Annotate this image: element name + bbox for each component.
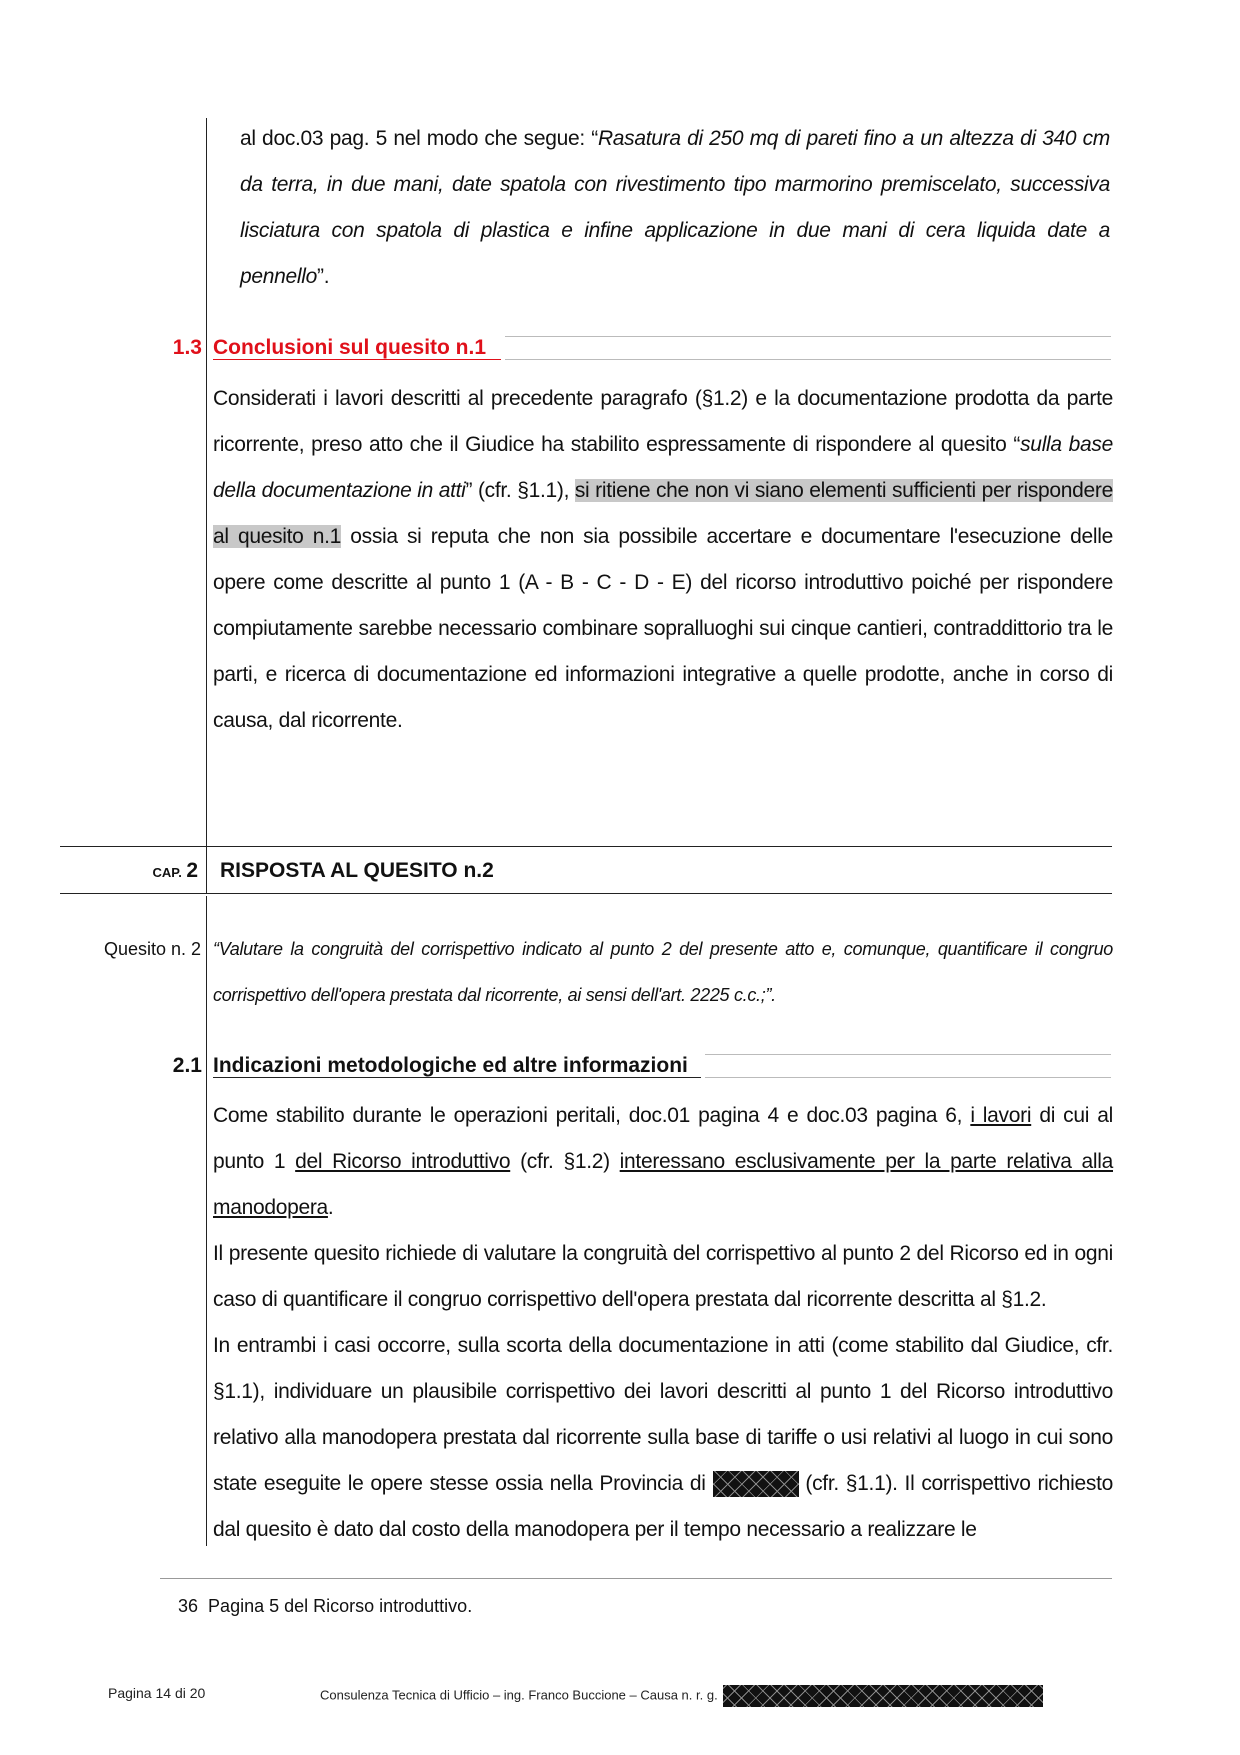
text-underlined: del Ricorso introduttivo — [295, 1150, 511, 1173]
section-number: 2.1 — [172, 1054, 202, 1077]
text-underlined: interessano esclusivamente per la parte relativa alla manodopera — [213, 1150, 1113, 1219]
section-rule — [705, 1054, 1111, 1055]
text-run: ”. — [317, 265, 330, 288]
footer-title: Consulenza Tecnica di Ufficio – ing. Franco Buccione – Causa n. r. g. — [320, 1687, 718, 1703]
highlighted-conclusion: si ritiene che non vi siano elementi sufficienti per rispondere al quesito n.1 — [213, 479, 1113, 548]
paragraph: Il presente quesito richiede di valutare la congruità del corrispettivo al punto 2 del Ricorso ed in ogni caso di quantificare il congruo corrispettivo dell'opera prestata dal ricorrente descritta al §1.2. — [213, 1242, 1113, 1311]
footnote-number: 36 — [178, 1596, 199, 1616]
chapter-label — [120, 859, 198, 883]
section-rule — [705, 1077, 1111, 1078]
footer-center — [320, 1685, 1043, 1707]
section-title: Conclusioni sul quesito n.1 — [213, 336, 487, 359]
section-body — [213, 1093, 1113, 1553]
text-run: ” (cfr. §1.1), — [465, 479, 575, 502]
cap-label: CAP. — [152, 865, 182, 880]
chapter-divider — [206, 846, 207, 894]
footnote — [178, 1596, 472, 1617]
section-rule — [505, 336, 1111, 337]
footnote-rule — [160, 1578, 1112, 1579]
chapter-rule-top — [60, 846, 1112, 847]
section-title-rule — [213, 1077, 701, 1078]
text-run: . — [327, 1196, 334, 1219]
section-title: Indicazioni metodologiche ed altre informazioni — [213, 1054, 688, 1077]
text-run: (cfr. §1.1). Il corrispettivo richiesto dal quesito è dato dal costo della manodopera per il tempo necessario a realizzare le — [213, 1472, 1113, 1541]
footnote-text: Pagina 5 del Ricorso introduttivo. — [208, 1596, 473, 1616]
section-rule — [505, 359, 1111, 360]
text-run: Come stabilito durante le operazioni peritali, doc.01 pagina 4 e doc.03 pagina 6, — [213, 1104, 971, 1127]
text-run: ossia si reputa che non sia possibile accertare e documentare l'esecuzione delle opere come descritte al punto 1 (A - B - C - D - E) del ricorso introduttivo poiché per rispondere compiutamente sarebbe necessario combinare sopralluoghi sui cinque cantieri, contraddittorio tra le parti, e ricerca di documentazione ed informazioni integrative a quelle prodotte, anche in corso di causa, dal ricorrente. — [213, 525, 1113, 732]
cap-number: 2 — [186, 859, 198, 882]
text-run: Considerati i lavori descritti al precedente paragrafo (§1.2) e la documentazione prodotta da parte ricorrente, preso atto che il Giudice ha stabilito espressamente di rispondere al quesito “ — [213, 387, 1113, 456]
text-run: (cfr. §1.2) — [510, 1150, 620, 1173]
text-italic: sulla base della documentazione in atti — [213, 433, 1114, 502]
quesito-text: “Valutare la congruità del corrispettivo indicato al punto 2 del presente atto e, comunque, quantificare il congruo corrispettivo dell'opera prestata dal ricorrente, ai sensi dell'art. 2225 c.c.;”. — [213, 939, 1113, 1005]
text-run: al doc.03 pag. 5 nel modo che segue: “ — [240, 127, 598, 150]
redacted-block — [713, 1471, 799, 1497]
chapter-rule-bottom — [60, 893, 1112, 894]
chapter-title: RISPOSTA AL QUESITO n.2 — [220, 859, 494, 882]
text-run: di cui al punto 1 — [213, 1104, 1113, 1173]
section-number: 1.3 — [172, 336, 202, 359]
text-run: In entrambi i casi occorre, sulla scorta della documentazione in atti (come stabilito dal Giudice, cfr. §1.1), individuare un plausibile corrispettivo dei lavori descritti al punto 1 del Ricorso introduttivo relativo alla manodopera prestata dal ricorrente sulla base di tariffe o usi relativi al luogo in cui sono state eseguite le opere stesse ossia nella Provincia di — [213, 1334, 1113, 1495]
text-underlined: i lavori — [970, 1104, 1032, 1127]
quesito-label: Quesito n. 2 — [103, 939, 201, 959]
redacted-block — [723, 1685, 1043, 1707]
section-body — [213, 376, 1113, 744]
paragraph-continuation — [240, 116, 1110, 300]
margin-rule-top — [206, 118, 207, 846]
footer-page-number: Pagina 14 di 20 — [108, 1685, 206, 1701]
section-title-rule — [213, 359, 501, 360]
margin-rule-bottom — [206, 896, 207, 1546]
quote-italic: Rasatura di 250 mq di pareti fino a un altezza di 340 cm da terra, in due mani, date spatola con rivestimento tipo marmorino premiscelato, successiva lisciatura con spatola di plastica e infine applicazione in due mani di cera liquida date a pennello — [240, 127, 1110, 288]
